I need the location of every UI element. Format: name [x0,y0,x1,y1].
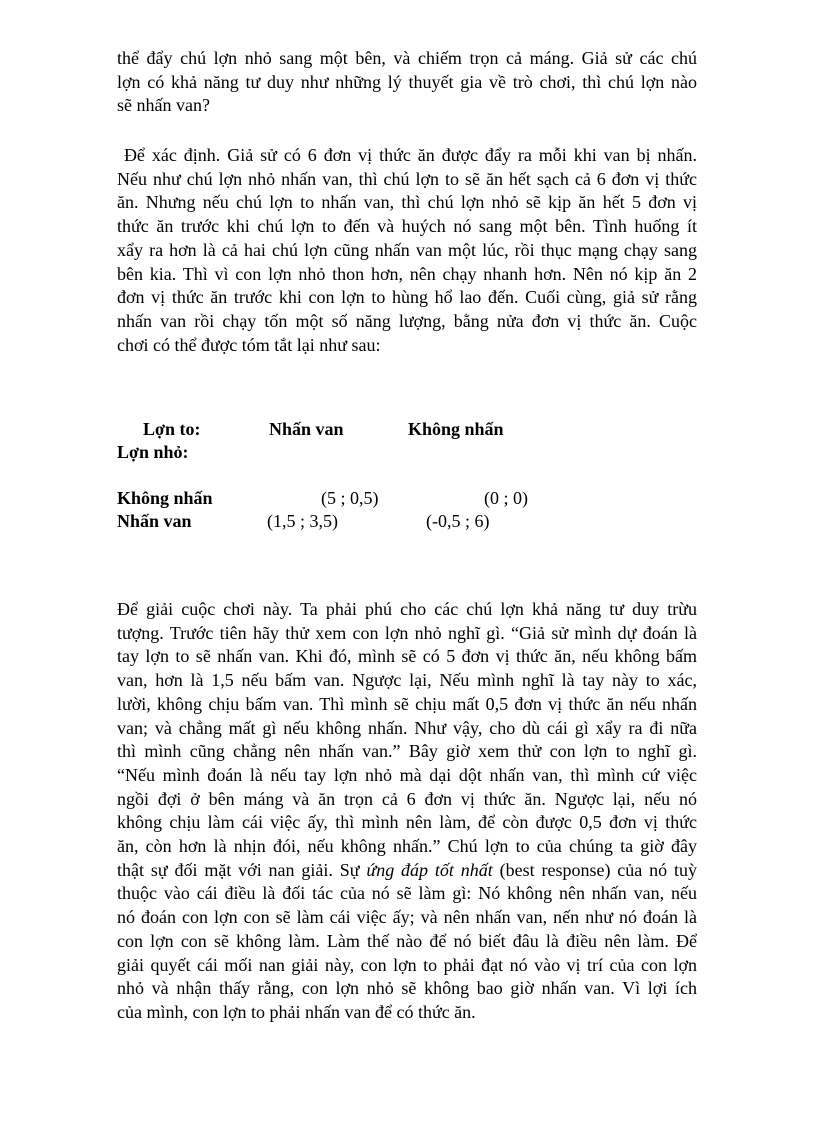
text-line: đơn vị thức ăn trước khi con lợn to hùng hổ lao đến. Cuối cùng, giả sử rằng [117,287,697,308]
table-cell-payoff: (-0,5 ; 6) [426,511,490,531]
text-line: thuộc vào cái điều là đối tác của nó sẽ làm gì: Nó không nên nhấn van, nếu [117,883,697,904]
text-line: van, hơn là 1,5 nếu bấm van. Ngược lại, Nếu mình nghĩ là tay này to xác, [117,670,697,691]
table-row-label-press: Nhấn van [117,511,192,531]
text-fragment: thật sự đối mặt với nan giải. Sự [117,859,367,880]
table-row-label-no-press: Không nhấn [117,488,213,508]
text-line: nhấn van rồi chạy tốn một số năng lượng, bằng nửa đơn vị thức ăn. Cuộc [117,310,697,331]
table-cell-payoff: (0 ; 0) [484,488,528,508]
text-line: Để xác định. Giả sử có 6 đơn vị thức ăn được đẩy ra mỗi khi van bị nhấn. [117,145,697,165]
table-cell-payoff: (5 ; 0,5) [321,488,379,508]
text-line: ngồi đợi ở bên máng và ăn trọn cả 6 đơn vị thức ăn. Ngược lại, nếu nó [117,788,697,809]
text-line [117,859,697,883]
text-fragment: (best response) của nó tuỳ [492,859,697,880]
text-line: thể đẩy chú lợn nhỏ sang một bên, và chiếm trọn cả máng. Giả sử các chú [117,48,697,68]
text-line: lười, không chịu bấm van. Thì mình sẽ chịu mất 0,5 đơn vị thức ăn nếu nhấn [117,693,697,714]
text-line: giải quyết cái mối nan giải này, con lợn to phải đạt nó vào vị trí của con lợn [117,954,697,975]
text-line: nó đoán con lợn con sẽ làm cái việc ấy; và nên nhấn van, nến như nó đoán là [117,907,697,928]
text-line: không chịu làm cái việc ấy, thì mình nên làm, để còn được 0,5 đơn vị thức [117,812,697,833]
paragraph-setup [117,144,697,357]
table-corner-small-pig: Lợn nhỏ: [117,442,189,462]
text-line: “Nếu mình đoán là nếu tay lợn nhỏ mà dại dột nhấn van, thì mình cứ việc [117,764,697,785]
text-line: của mình, con lợn to phải nhấn van để có thức ăn. [117,1001,476,1022]
text-line: con lợn con sẽ không làm. Làm thế nào để nó biết đâu là điều nên làm. Để [117,930,697,951]
text-line: van; và chẳng mất gì nếu không nhấn. Như vậy, cho dù cái gì xẩy ra đi nữa [117,717,697,738]
text-line: ăn. Nhưng nếu chú lợn to nhấn van, thì chú lợn nhỏ sẽ kịp ăn hết 5 đơn vị [117,192,697,213]
text-line: tượng. Trước tiên hãy thử xem con lợn nhỏ nghĩ gì. “Giả sử mình dự đoán là [117,622,697,643]
text-line: Để giải cuộc chơi này. Ta phải phú cho các chú lợn khả năng tư duy trừu [117,599,697,619]
text-line: nhỏ và nhận thấy rằng, con lợn nhỏ sẽ không bao giờ nhấn van. Vì lợi ích [117,978,697,999]
text-line: lợn có khả năng tư duy như những lý thuyết gia về trò chơi, thì chú lợn nào [117,71,697,92]
text-line: ăn, còn hơn là nhịn đói, nếu không nhấn.” Chú lợn to của chúng ta giờ đây [117,836,697,857]
text-line: sẽ nhấn van? [117,95,210,116]
paragraph-solution [117,598,697,1025]
text-line: thức ăn trước khi chú lợn to đến và huých nó sang một bên. Tình huống ít [117,216,697,237]
paragraph-intro [117,47,697,118]
text-line: chơi có thể được tóm tắt lại như sau: [117,334,381,355]
text-line: tay lợn to sẽ nhấn van. Khi đó, mình sẽ có 5 đơn vị thức ăn, nếu không bấm [117,646,697,667]
table-col-header-no-press: Không nhấn [408,419,504,439]
text-line: Nếu như chú lợn nhỏ nhấn van, thì chú lợn to sẽ ăn hết sạch cả 6 đơn vị thức [117,168,697,189]
table-cell-payoff: (1,5 ; 3,5) [267,511,338,531]
table-corner-big-pig: Lợn to: [143,419,201,439]
text-line: bên kia. Thì vì con lợn nhỏ thon hơn, nên chạy nhanh hơn. Nên nó kịp ăn 2 [117,263,697,284]
text-line: xẩy ra hơn là cả hai chú lợn cũng nhấn van một lúc, rồi thục mạng chạy sang [117,239,697,260]
table-col-header-press: Nhấn van [269,419,344,439]
text-line: thì mình cũng chẳng nên nhấn van.” Bây giờ xem thử con lợn to nghĩ gì. [117,741,697,762]
italic-term: ứng đáp tốt nhất [366,859,493,880]
